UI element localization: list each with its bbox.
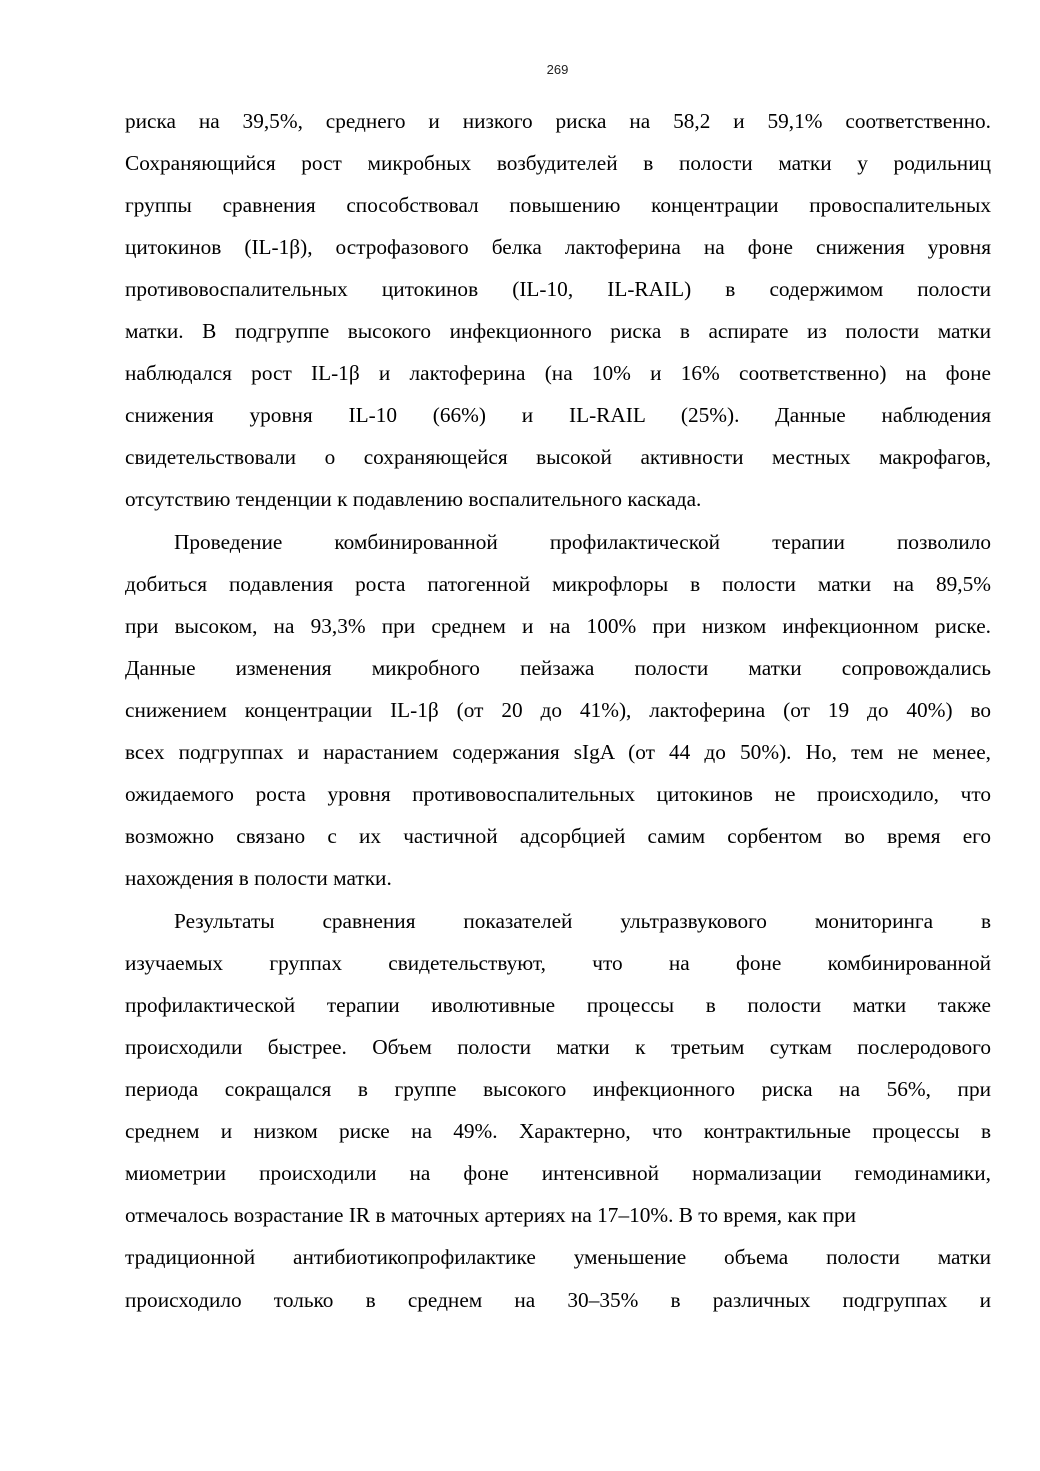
text-line: свидетельствовали о сохраняющейся высокой активности местных макрофагов, [125, 445, 991, 469]
text-line: периода сокращался в группе высокого инфекционного риска на 56%, при [125, 1077, 991, 1101]
text-line: матки. В подгруппе высокого инфекционного риска в аспирате из полости матки [125, 319, 991, 343]
page-number: 269 [546, 62, 569, 77]
text-line: миометрии происходили на фоне интенсивной нормализации гемодинамики, [125, 1161, 991, 1185]
text-line: Проведение комбинированной профилактической терапии позволило [174, 530, 991, 554]
text-line: при высоком, на 93,3% при среднем и на 100% при низком инфекционном риске. [125, 614, 991, 638]
text-line: добиться подавления роста патогенной микрофлоры в полости матки на 89,5% [125, 572, 991, 596]
text-line: снижением концентрации IL-1β (от 20 до 41%), лактоферина (от 19 до 40%) во [125, 698, 991, 722]
text-line: противовоспалительных цитокинов (IL-10, IL-RAIL) в содержимом полости [125, 277, 991, 301]
text-line: Результаты сравнения показателей ультразвукового мониторинга в [174, 909, 991, 933]
text-line: Данные изменения микробного пейзажа полости матки сопровождались [125, 656, 991, 680]
text-line: возможно связано с их частичной адсорбцией самим сорбентом во время его [125, 824, 991, 848]
text-line: риска на 39,5%, среднего и низкого риска на 58,2 и 59,1% соответственно. [125, 109, 991, 133]
text-line: нахождения в полости матки. [125, 866, 392, 890]
text-line: ожидаемого роста уровня противовоспалительных цитокинов не происходило, что [125, 782, 991, 806]
text-line: профилактической терапии иволютивные процессы в полости матки также [125, 993, 991, 1017]
text-line: группы сравнения способствовал повышению концентрации провоспалительных [125, 193, 991, 217]
text-line: наблюдался рост IL-1β и лактоферина (на 10% и 16% соответственно) на фоне [125, 361, 991, 385]
text-line: Сохраняющийся рост микробных возбудителей в полости матки у родильниц [125, 151, 991, 175]
text-line: изучаемых группах свидетельствуют, что на фоне комбинированной [125, 951, 991, 975]
text-line: происходило только в среднем на 30–35% в различных подгруппах и [125, 1288, 991, 1312]
text-line: среднем и низком риске на 49%. Характерно, что контрактильные процессы в [125, 1119, 991, 1143]
text-line: происходили быстрее. Объем полости матки к третьим суткам послеродового [125, 1035, 991, 1059]
text-line: отсутствию тенденции к подавлению воспалительного каскада. [125, 487, 702, 511]
text-line: всех подгруппах и нарастанием содержания sIgA (от 44 до 50%). Но, тем не менее, [125, 740, 991, 764]
text-line: цитокинов (IL-1β), острофазового белка лактоферина на фоне снижения уровня [125, 235, 991, 259]
text-line: отмечалось возрастание IR в маточных артериях на 17–10%. В то время, как при [125, 1203, 856, 1227]
text-line: снижения уровня IL-10 (66%) и IL-RAIL (25%). Данные наблюдения [125, 403, 991, 427]
text-line: традиционной антибиотикопрофилактике уменьшение объема полости матки [125, 1245, 991, 1269]
